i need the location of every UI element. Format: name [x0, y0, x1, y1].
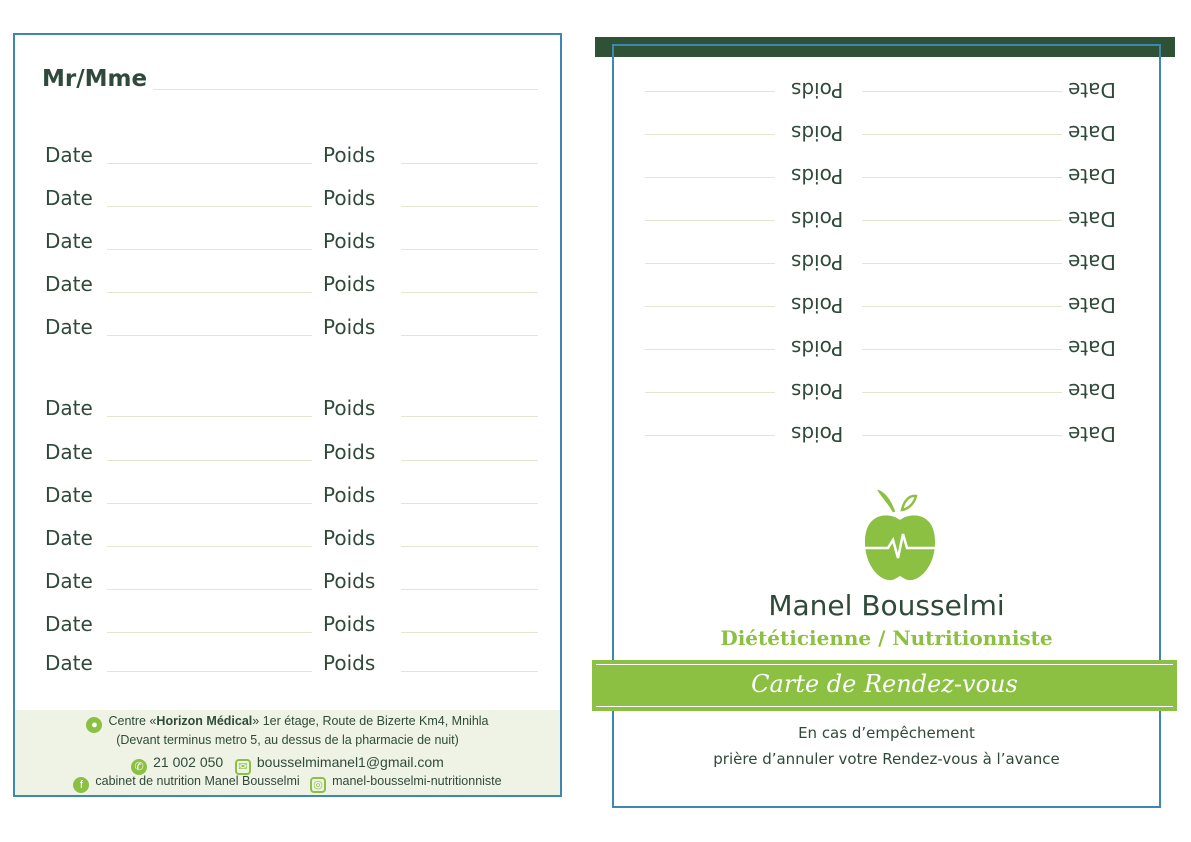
weight-entry-row	[0, 440, 549, 470]
weight-entry-row-rotated	[595, 379, 1191, 409]
weight-entry-row	[0, 483, 549, 513]
address-line-1: ● Centre «Horizon Médical» 1er étage, Route de Bizerte Km4, Mnihla	[15, 714, 560, 733]
poids-line	[645, 392, 775, 393]
weight-entry-row	[0, 272, 549, 302]
date-label: Date	[1068, 121, 1116, 145]
date-line	[107, 503, 312, 504]
practitioner-name: Manel Bousselmi	[768, 589, 1005, 622]
date-label: Date	[45, 651, 93, 675]
date-label: Date	[1068, 379, 1116, 403]
date-label: Date	[45, 612, 93, 636]
center-name: Horizon Médical	[156, 714, 253, 728]
poids-label: Poids	[323, 612, 376, 636]
poids-line	[401, 589, 538, 590]
weight-entry-row	[0, 526, 549, 556]
date-label: Date	[1068, 78, 1116, 102]
poids-label: Poids	[323, 143, 376, 167]
date-line	[862, 220, 1062, 221]
poids-line	[401, 503, 538, 504]
poids-line	[401, 292, 538, 293]
poids-line	[645, 263, 775, 264]
weight-entry-row-rotated	[595, 293, 1191, 323]
date-label: Date	[45, 186, 93, 210]
card-title: Carte de Rendez-vous	[751, 670, 1018, 698]
date-line	[862, 134, 1062, 135]
poids-line	[401, 546, 538, 547]
phone-icon: ✆	[131, 759, 147, 775]
poids-label: Poids	[323, 396, 376, 420]
date-line	[862, 177, 1062, 178]
date-label: Date	[1068, 293, 1116, 317]
weight-entry-row	[0, 612, 549, 642]
notice-line-1: En cas d’empêchement	[798, 724, 975, 742]
email-address: bousselmimanel1@gmail.com	[256, 754, 444, 770]
date-label: Date	[45, 440, 93, 464]
poids-label: Poids	[323, 651, 376, 675]
poids-line	[401, 335, 538, 336]
email-icon: ✉	[235, 759, 251, 775]
date-label: Date	[45, 526, 93, 550]
poids-line	[645, 177, 775, 178]
poids-line	[401, 206, 538, 207]
weight-entry-row-rotated	[595, 121, 1191, 151]
poids-line	[645, 349, 775, 350]
poids-line	[645, 435, 775, 436]
weight-entry-row	[0, 186, 549, 216]
date-line	[107, 632, 312, 633]
date-line	[862, 392, 1062, 393]
weight-entry-row	[0, 651, 549, 681]
date-line	[107, 206, 312, 207]
date-label: Date	[1068, 422, 1116, 446]
poids-line	[645, 134, 775, 135]
date-line	[107, 335, 312, 336]
social-line	[15, 774, 560, 793]
client-name-line	[153, 89, 538, 90]
poids-line	[401, 416, 538, 417]
date-line	[107, 589, 312, 590]
weight-entry-row	[0, 569, 549, 599]
address-line-2: (Devant terminus metro 5, au dessus de la pharmacie de nuit)	[116, 733, 459, 747]
poids-label: Poids	[323, 315, 376, 339]
notice-line-2: prière d’annuler votre Rendez-vous à l’avance	[713, 750, 1060, 768]
poids-label: Poids	[323, 440, 376, 464]
poids-line	[401, 163, 538, 164]
date-label: Date	[45, 229, 93, 253]
date-line	[862, 349, 1062, 350]
date-line	[107, 546, 312, 547]
date-label: Date	[1068, 336, 1116, 360]
instagram-icon: ◎	[310, 777, 326, 793]
poids-label: Poids	[791, 78, 844, 102]
poids-label: Poids	[791, 207, 844, 231]
date-label: Date	[1068, 207, 1116, 231]
weight-entry-row-rotated	[595, 422, 1191, 452]
poids-line	[401, 671, 538, 672]
weight-entry-row-rotated	[595, 336, 1191, 366]
date-label: Date	[1068, 250, 1116, 274]
date-line	[107, 163, 312, 164]
facebook-name: cabinet de nutrition Manel Bousselmi	[95, 774, 300, 788]
poids-label: Poids	[791, 293, 844, 317]
date-line	[862, 263, 1062, 264]
date-line	[107, 249, 312, 250]
contact-footer	[15, 710, 560, 795]
weight-entry-row-rotated	[595, 207, 1191, 237]
poids-label: Poids	[323, 483, 376, 507]
date-label: Date	[45, 569, 93, 593]
date-label: Date	[1068, 164, 1116, 188]
weight-entry-row-rotated	[595, 78, 1191, 108]
poids-label: Poids	[323, 186, 376, 210]
date-line	[862, 435, 1062, 436]
phone-number: 21 002 050	[153, 754, 224, 770]
weight-entry-row	[0, 143, 549, 173]
poids-line	[401, 249, 538, 250]
poids-line	[401, 632, 538, 633]
location-icon: ●	[86, 717, 102, 733]
date-line	[107, 460, 312, 461]
apple-heartbeat-logo	[860, 490, 940, 585]
date-line	[862, 91, 1062, 92]
poids-label: Poids	[791, 250, 844, 274]
poids-label: Poids	[791, 422, 844, 446]
date-label: Date	[45, 396, 93, 420]
client-name-label: Mr/Mme	[42, 66, 148, 92]
date-line	[862, 306, 1062, 307]
date-line	[107, 671, 312, 672]
instagram-handle: manel-bousselmi-nutritionniste	[332, 774, 502, 788]
contact-line	[15, 754, 560, 775]
poids-line	[645, 91, 775, 92]
date-label: Date	[45, 272, 93, 296]
weight-entry-row	[0, 229, 549, 259]
poids-label: Poids	[323, 272, 376, 296]
poids-label: Poids	[323, 229, 376, 253]
date-line	[107, 292, 312, 293]
date-line	[107, 416, 312, 417]
poids-line	[401, 460, 538, 461]
date-label: Date	[45, 143, 93, 167]
poids-label: Poids	[791, 379, 844, 403]
poids-line	[645, 306, 775, 307]
poids-label: Poids	[791, 121, 844, 145]
weight-entry-row	[0, 315, 549, 345]
weight-entry-row-rotated	[595, 164, 1191, 194]
poids-line	[645, 220, 775, 221]
weight-entry-row-rotated	[595, 250, 1191, 280]
card-title-band	[592, 660, 1177, 711]
date-label: Date	[45, 483, 93, 507]
date-label: Date	[45, 315, 93, 339]
practitioner-title: Diététicienne / Nutritionniste	[720, 626, 1053, 650]
poids-label: Poids	[323, 569, 376, 593]
poids-label: Poids	[323, 526, 376, 550]
weight-entry-row	[0, 396, 549, 426]
poids-label: Poids	[791, 336, 844, 360]
facebook-icon: f	[73, 777, 89, 793]
poids-label: Poids	[791, 164, 844, 188]
